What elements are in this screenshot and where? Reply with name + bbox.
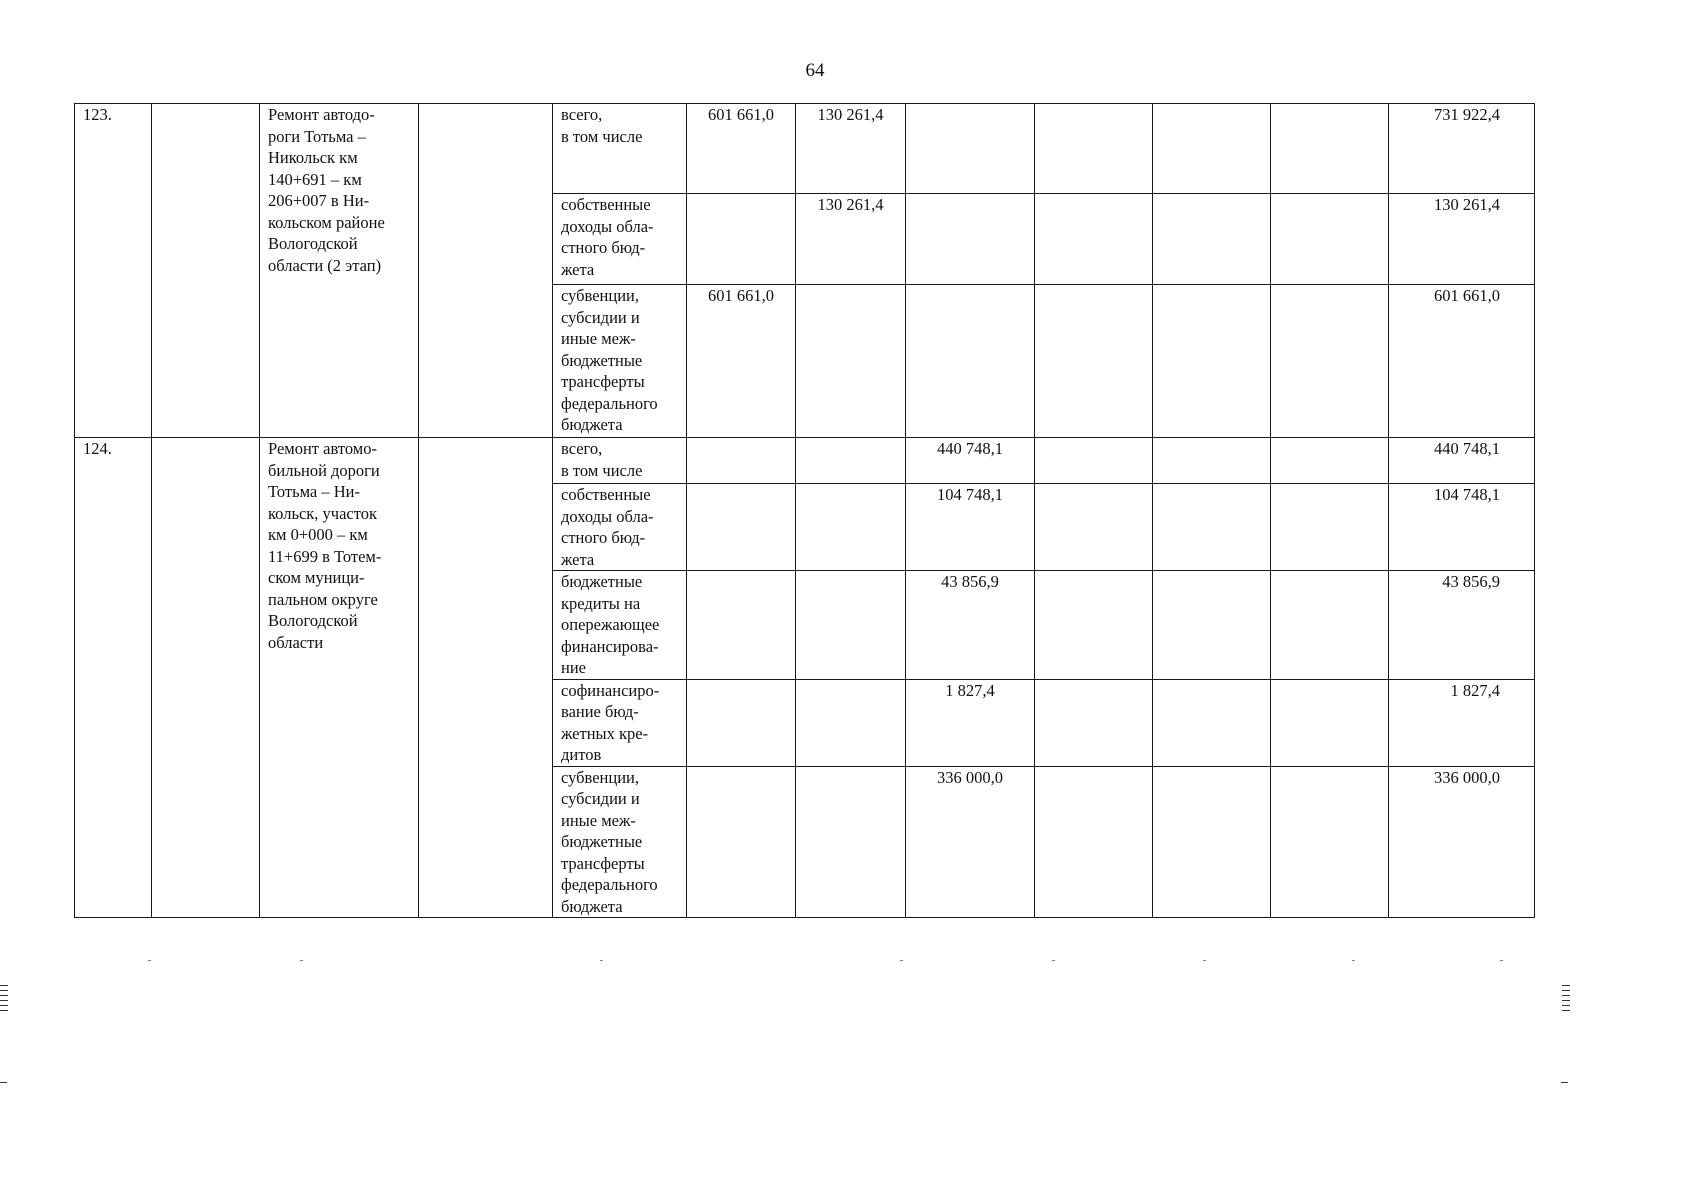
funding-source-line: бюджетные — [561, 832, 643, 851]
row-number: 123. — [75, 104, 152, 438]
amount-cell — [687, 679, 796, 766]
funding-source-line: иные меж- — [561, 810, 636, 830]
amount-cell — [1153, 571, 1271, 680]
amount-cell — [1271, 766, 1389, 918]
empty-cell — [152, 438, 260, 918]
project-name-line: 206+007 в Ни- — [268, 191, 370, 210]
amount-cell — [687, 194, 796, 285]
project-name-line: роги Тотьма – — [268, 126, 366, 146]
amount-cell — [1271, 679, 1389, 766]
funding-source-line: стного бюд- — [561, 528, 646, 547]
amount-cell: 1 827,4 — [906, 679, 1035, 766]
funding-source-line: бюджета — [561, 896, 623, 916]
amount-cell — [1035, 438, 1153, 484]
funding-source-line: жета — [561, 549, 595, 569]
funding-source-line: бюджета — [561, 415, 623, 434]
amount-cell — [796, 484, 906, 571]
project-name-line: кольск, участок — [268, 503, 378, 523]
amount-cell — [1271, 285, 1389, 438]
total-cell: 440 748,1 — [1389, 438, 1535, 484]
amount-cell: 601 661,0 — [687, 104, 796, 194]
funding-source-line: бюджетные — [561, 572, 643, 591]
table-row — [75, 438, 1535, 484]
funding-source-line: трансферты — [561, 372, 645, 391]
total-cell: 731 922,4 — [1389, 104, 1535, 194]
funding-source-line: субсидии и — [561, 789, 640, 808]
amount-cell: 130 261,4 — [796, 194, 906, 285]
project-name — [260, 438, 419, 918]
amount-cell — [796, 285, 906, 438]
amount-cell — [1271, 484, 1389, 571]
project-name-line: области (2 этап) — [268, 255, 382, 275]
project-name-line: 140+691 – км — [268, 169, 362, 189]
funding-source-line: софинансиро- — [561, 680, 660, 700]
amount-cell — [796, 438, 906, 484]
funding-source-line: субвенции, — [561, 286, 639, 305]
funding-source-line: вание бюд- — [561, 702, 639, 721]
amount-cell — [1153, 438, 1271, 484]
project-name-line: Ремонт автодо- — [268, 105, 375, 124]
project-name-line: Тотьма – Ни- — [268, 482, 360, 501]
scan-edge-left — [0, 985, 8, 1015]
amount-cell — [796, 679, 906, 766]
funding-source-line: собственные — [561, 485, 651, 504]
funding-source-line: федерального — [561, 393, 658, 413]
amount-cell — [906, 104, 1035, 194]
amount-cell — [687, 571, 796, 680]
project-name-line: области — [268, 632, 324, 652]
amount-cell — [1153, 679, 1271, 766]
funding-source-line: в том числе — [561, 126, 643, 146]
project-name-line: кольском районе — [268, 212, 385, 232]
amount-cell — [1035, 571, 1153, 680]
total-cell: 104 748,1 — [1389, 484, 1535, 571]
empty-cell — [419, 438, 553, 918]
amount-cell — [1153, 484, 1271, 571]
amount-cell — [1153, 766, 1271, 918]
funding-source — [553, 104, 687, 194]
funding-source-line: собственные — [561, 195, 651, 214]
amount-cell — [687, 484, 796, 571]
funding-source — [553, 438, 687, 484]
funding-source-line: доходы обла- — [561, 216, 654, 236]
amount-cell — [1035, 484, 1153, 571]
project-name-line: бильной дороги — [268, 460, 380, 480]
amount-cell: 440 748,1 — [906, 438, 1035, 484]
funding-source-line: всего, — [561, 105, 603, 124]
scan-edge-right — [1562, 985, 1570, 1015]
total-cell: 336 000,0 — [1389, 766, 1535, 918]
amount-cell — [1271, 571, 1389, 680]
empty-cell — [419, 104, 553, 438]
funding-source-line: федерального — [561, 875, 658, 894]
amount-cell — [1153, 194, 1271, 285]
amount-cell — [1271, 194, 1389, 285]
funding-source — [553, 194, 687, 285]
funding-source — [553, 484, 687, 571]
project-name-line: 11+699 в Тотем- — [268, 546, 382, 566]
amount-cell — [1271, 438, 1389, 484]
total-cell: 43 856,9 — [1389, 571, 1535, 680]
funding-source — [553, 285, 687, 438]
project-name-line: Ремонт автомо- — [268, 439, 377, 458]
amount-cell: 43 856,9 — [906, 571, 1035, 680]
total-cell: 130 261,4 — [1389, 194, 1535, 285]
funding-source — [553, 571, 687, 680]
funding-source-line: ние — [561, 658, 586, 677]
empty-cell — [152, 104, 260, 438]
funding-source-line: всего, — [561, 439, 603, 458]
amount-cell — [1271, 104, 1389, 194]
funding-source-line: жета — [561, 259, 595, 279]
funding-source — [553, 766, 687, 918]
funding-source-line: субвенции, — [561, 767, 639, 787]
amount-cell — [796, 766, 906, 918]
amount-cell: 130 261,4 — [796, 104, 906, 194]
scan-edge-dash-right — [1561, 1082, 1568, 1083]
table-row — [75, 104, 1535, 194]
row-number: 124. — [75, 438, 152, 918]
budget-table — [74, 103, 1535, 918]
funding-source-line: бюджетные — [561, 350, 643, 370]
project-name-line: пальном округе — [268, 589, 378, 609]
amount-cell — [1153, 285, 1271, 438]
amount-cell — [1035, 766, 1153, 918]
amount-cell — [1153, 104, 1271, 194]
funding-source-line: кредиты на — [561, 593, 641, 613]
total-cell: 601 661,0 — [1389, 285, 1535, 438]
project-name-line: км 0+000 – км — [268, 525, 368, 544]
funding-source-line: финансирова- — [561, 636, 659, 656]
amount-cell — [796, 571, 906, 680]
amount-cell — [906, 285, 1035, 438]
funding-source-line: в том числе — [561, 460, 643, 480]
total-cell: 1 827,4 — [1389, 679, 1535, 766]
project-name-line: ском муници- — [268, 568, 365, 587]
funding-source-line: иные меж- — [561, 329, 636, 348]
funding-source-line: субсидии и — [561, 307, 640, 327]
amount-cell: 336 000,0 — [906, 766, 1035, 918]
amount-cell: 104 748,1 — [906, 484, 1035, 571]
amount-cell — [906, 194, 1035, 285]
amount-cell — [1035, 104, 1153, 194]
scan-marks — [0, 960, 1568, 964]
amount-cell: 601 661,0 — [687, 285, 796, 438]
funding-source — [553, 679, 687, 766]
project-name-line: Вологодской — [268, 611, 358, 630]
funding-source-line: трансферты — [561, 853, 645, 873]
amount-cell — [1035, 679, 1153, 766]
funding-source-line: доходы обла- — [561, 506, 654, 526]
amount-cell — [687, 438, 796, 484]
project-name — [260, 104, 419, 438]
project-name-line: Никольск км — [268, 148, 358, 167]
funding-source-line: жетных кре- — [561, 723, 649, 743]
amount-cell — [687, 766, 796, 918]
funding-source-line: дитов — [561, 745, 602, 764]
funding-source-line: опережающее — [561, 615, 660, 634]
funding-source-line: стного бюд- — [561, 238, 646, 257]
amount-cell — [1035, 194, 1153, 285]
page-number: 64 — [805, 60, 825, 81]
scan-edge-dash-left — [0, 1082, 7, 1083]
amount-cell — [1035, 285, 1153, 438]
project-name-line: Вологодской — [268, 234, 358, 253]
